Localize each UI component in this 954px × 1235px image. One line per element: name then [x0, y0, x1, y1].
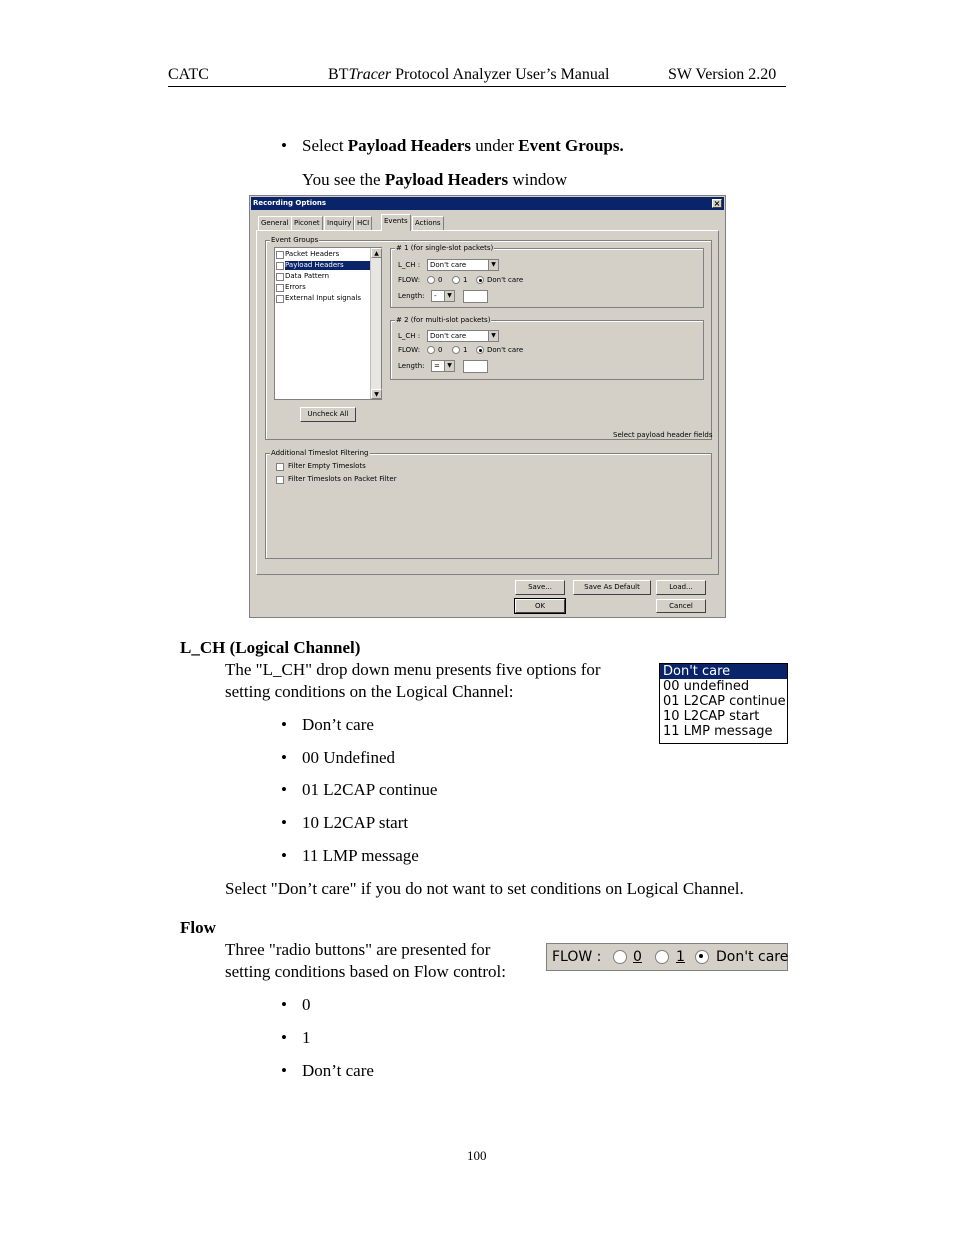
dialog-titlebar [251, 197, 724, 210]
tab-inquiry[interactable]: Inquiry [324, 216, 354, 230]
see-bold: Payload Headers [384, 170, 509, 189]
chevron-down-icon[interactable]: ▼ [488, 331, 498, 341]
dropdown-item[interactable]: 10 L2CAP start [663, 709, 760, 724]
page-number: 100 [467, 1148, 487, 1163]
cancel-button[interactable]: Cancel [656, 599, 706, 613]
lch-desc-2: setting conditions on the Logical Channel: [225, 682, 514, 701]
filter-empty-checkbox[interactable] [276, 463, 284, 471]
flow-radio-dontcare-label: Don't care [487, 346, 524, 354]
lch-dropdown-list[interactable] [659, 663, 788, 744]
header-title-italic: Tracer [348, 66, 392, 83]
scroll-down-icon[interactable]: ▼ [371, 389, 382, 399]
header-left: CATC [168, 66, 209, 83]
step-text-2: under [471, 136, 519, 155]
filter-packet-checkbox[interactable] [276, 476, 284, 484]
header-title-suffix: Protocol Analyzer User’s Manual [391, 66, 610, 83]
flow-label: FLOW: [398, 346, 421, 354]
lch-combo[interactable] [427, 330, 499, 342]
lch-combo[interactable] [427, 259, 499, 271]
length-op-value: - [434, 292, 437, 300]
dialog-title: Recording Options [253, 199, 327, 207]
flow-image-opt-0: 0 [633, 949, 642, 965]
list-item-label: Packet Headers [285, 250, 340, 258]
scroll-up-icon[interactable]: ▲ [371, 248, 382, 258]
dropdown-item-selected[interactable]: Don't care [660, 664, 787, 679]
step-bold-1: Payload Headers [347, 136, 472, 155]
flow-option: • Don’t care [302, 1060, 374, 1082]
flow-option: • 1 [302, 1027, 311, 1049]
group-single-slot-label: # 1 (for single-slot packets) [396, 244, 494, 252]
flow-radio-dontcare[interactable] [476, 346, 484, 354]
flow-radio-dontcare-label: Don't care [487, 276, 524, 284]
tab-piconet[interactable]: Piconet [291, 216, 323, 230]
list-item-label: External Input signals [285, 294, 361, 302]
checkbox[interactable] [276, 295, 284, 303]
recording-options-dialog [249, 195, 726, 618]
checkbox[interactable] [276, 284, 284, 292]
events-tab-panel [256, 230, 719, 575]
tab-actions[interactable]: Actions [412, 216, 444, 230]
checkbox[interactable] [276, 251, 284, 259]
flow-radio-0-label: 0 [438, 276, 443, 284]
step-bullet [302, 135, 624, 157]
flow-image-opt-1: 1 [676, 949, 685, 965]
checkbox[interactable] [276, 273, 284, 281]
flow-radio-dontcare[interactable] [476, 276, 484, 284]
flow-radio-1-label: 1 [463, 276, 468, 284]
lch-combo-value: Don't care [430, 261, 467, 269]
tab-general[interactable]: General [258, 216, 292, 230]
length-input[interactable] [463, 360, 488, 373]
flow-heading: Flow [180, 918, 216, 937]
group-multi-slot-label: # 2 (for multi-slot packets) [396, 316, 491, 324]
flow-image-radio-1[interactable] [655, 950, 669, 964]
flow-image-label: FLOW : [552, 949, 602, 965]
dropdown-item[interactable]: 00 undefined [663, 679, 750, 694]
payload-hint: Select payload header fields [613, 431, 713, 439]
see-text-1: You see the [302, 170, 385, 189]
chevron-down-icon[interactable]: ▼ [488, 260, 498, 270]
flow-label: FLOW: [398, 276, 421, 284]
flow-image-opt-dontcare: Don't care [716, 949, 789, 965]
dropdown-item[interactable]: 11 LMP message [663, 724, 773, 739]
checkbox[interactable] [276, 262, 284, 270]
flow-radio-0[interactable] [427, 276, 435, 284]
length-label: Length: [398, 292, 425, 300]
header-version: SW Version 2.20 [668, 66, 777, 83]
save-button[interactable]: Save... [515, 580, 565, 595]
see-text [302, 169, 567, 191]
filter-packet-label: Filter Timeslots on Packet Filter [288, 475, 397, 483]
flow-desc-1: Three "radio buttons" are presented for [225, 940, 491, 959]
header-rule [168, 86, 786, 87]
tab-hci[interactable]: HCI [354, 216, 372, 230]
flow-image-radio-dontcare[interactable] [695, 950, 709, 964]
uncheck-all-button[interactable]: Uncheck All [300, 407, 356, 422]
lch-option: • 00 Undefined [302, 747, 395, 769]
timeslot-label: Additional Timeslot Filtering [271, 449, 369, 457]
length-label: Length: [398, 362, 425, 370]
chevron-down-icon[interactable]: ▼ [444, 291, 454, 301]
see-text-2: window [508, 170, 568, 189]
lch-option: • 11 LMP message [302, 845, 419, 867]
header-title [328, 66, 609, 84]
step-bold-2: Event Groups. [518, 136, 624, 155]
flow-radio-1-label: 1 [463, 346, 468, 354]
flow-radio-0[interactable] [427, 346, 435, 354]
list-item-label: Errors [285, 283, 306, 291]
chevron-down-icon[interactable]: ▼ [444, 361, 454, 371]
close-icon[interactable]: × [713, 199, 721, 208]
list-item-label-selected: Payload Headers [285, 261, 371, 270]
flow-radio-1[interactable] [452, 346, 460, 354]
step-text-1: Select [302, 136, 348, 155]
flow-option: • 0 [302, 994, 311, 1016]
tab-events[interactable]: Events [381, 214, 411, 231]
lch-desc-1: The "L_CH" drop down menu presents five options for [225, 660, 601, 679]
flow-image-radio-0[interactable] [613, 950, 627, 964]
load-button[interactable]: Load... [656, 580, 706, 595]
header-title-prefix: BT [328, 66, 349, 83]
lch-combo-value: Don't care [430, 332, 467, 340]
lch-option: • 01 L2CAP continue [302, 779, 437, 801]
length-op-value: = [434, 362, 440, 370]
flow-desc-2: setting conditions based on Flow control: [225, 962, 506, 981]
lch-label: L_CH : [398, 332, 421, 340]
event-groups-list[interactable] [274, 247, 382, 400]
lch-label: L_CH : [398, 261, 421, 269]
list-scrollbar[interactable] [370, 248, 381, 399]
dropdown-item[interactable]: 01 L2CAP continue [663, 694, 786, 709]
lch-option: • 10 L2CAP start [302, 812, 408, 834]
save-as-default-button[interactable]: Save As Default [573, 580, 651, 595]
flow-radio-group [546, 943, 788, 971]
length-op-combo[interactable] [431, 360, 455, 372]
length-input[interactable] [463, 290, 488, 303]
length-op-combo[interactable] [431, 290, 455, 302]
event-groups-label: Event Groups [271, 236, 319, 244]
flow-radio-0-label: 0 [438, 346, 443, 354]
flow-radio-1[interactable] [452, 276, 460, 284]
list-item-label: Data Pattern [285, 272, 330, 280]
ok-button[interactable]: OK [515, 599, 565, 613]
lch-option: • Don’t care [302, 714, 374, 736]
lch-note: Select "Don’t care" if you do not want to set conditions on Logical Channel. [225, 879, 744, 898]
filter-empty-label: Filter Empty Timeslots [288, 462, 366, 470]
lch-heading: L_CH (Logical Channel) [180, 638, 361, 657]
